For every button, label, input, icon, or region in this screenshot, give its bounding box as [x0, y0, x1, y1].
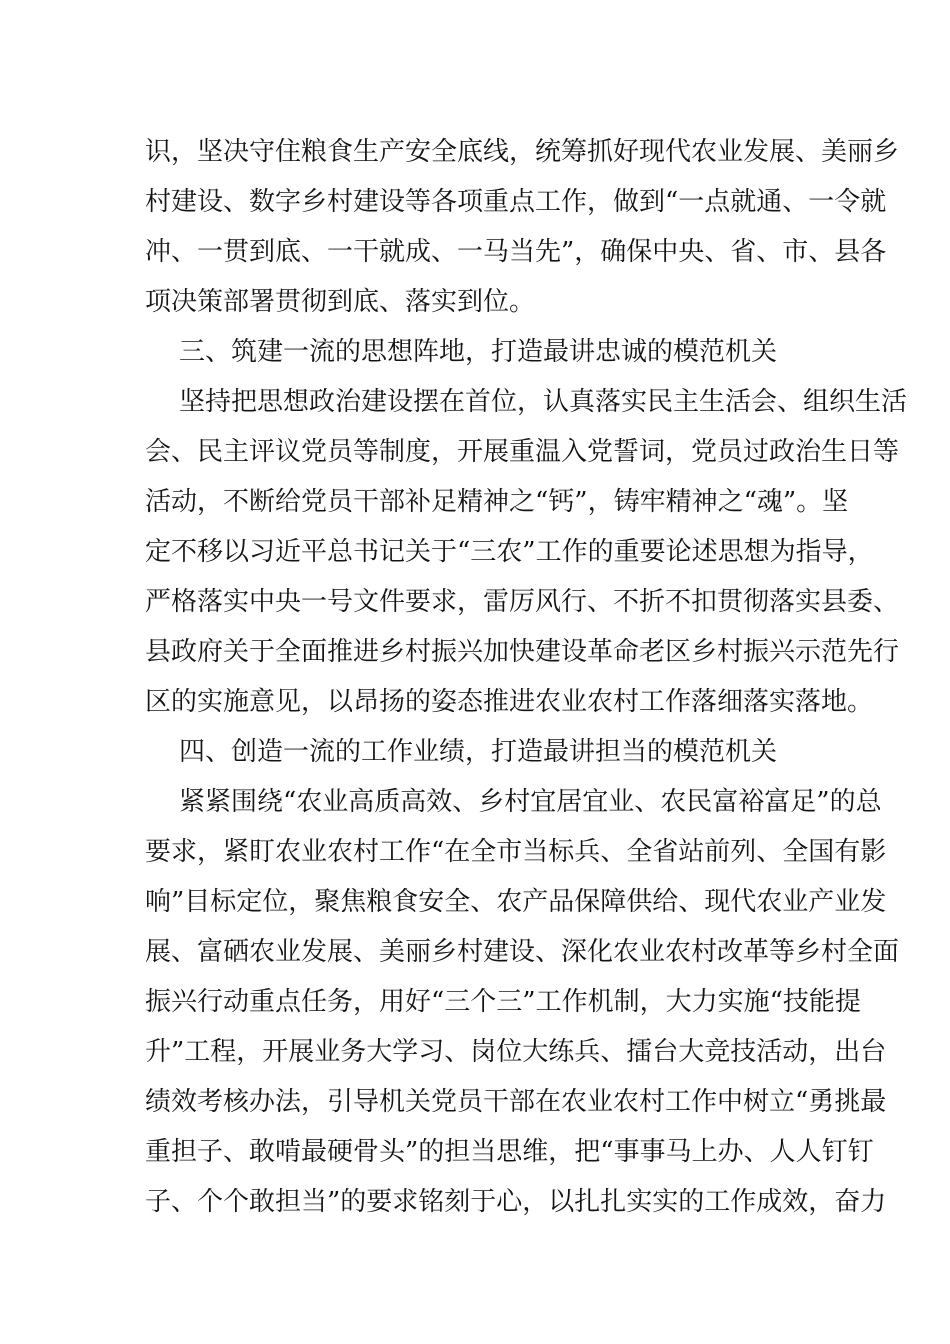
text-line: 振兴行动重点任务，用好“三个三”工作机制，大力实施“技能提 [145, 987, 861, 1017]
text-line: 严格落实中央一号文件要求，雷厉风行、不折不扣贯彻落实县委、 [145, 587, 900, 617]
text-line: 坚持把思想政治建设摆在首位，认真落实民主生活会、组织生活 [179, 387, 908, 417]
section-4-paragraph [145, 777, 900, 1227]
text-line: 定不移以习近平总书记关于“三农”工作的重要论述思想为指导， [145, 537, 874, 567]
text-line: 响”目标定位，聚焦粮食安全、农产品保障供给、现代农业产业发 [145, 887, 887, 917]
text-line: 要求，紧盯农业农村工作“在全市当标兵、全省站前列、全国有影 [145, 837, 887, 867]
text-line: 项决策部署贯彻到底、落实到位。 [145, 287, 536, 317]
section-3-heading: 三、筑建一流的思想阵地，打造最讲忠诚的模范机关 [179, 337, 778, 367]
text-line: 绩效考核办法，引导机关党员干部在农业农村工作中树立“勇挑最 [145, 1087, 887, 1117]
section-4 [145, 727, 900, 1227]
text-line: 重担子、敢啃最硬骨头”的担当思维，把“事事马上办、人人钉钉 [145, 1137, 874, 1167]
section-3 [145, 327, 908, 727]
text-line: 村建设、数字乡村建设等各项重点工作，做到“一点就通、一令就 [145, 187, 887, 217]
section-3-paragraph [145, 377, 908, 727]
text-line: 冲、一贯到底、一干就成、一马当先”，确保中央、省、市、县各 [145, 237, 887, 267]
text-line: 展、富硒农业发展、美丽乡村建设、深化农业农村改革等乡村全面 [145, 937, 900, 967]
text-line: 县政府关于全面推进乡村振兴加快建设革命老区乡村振兴示范先行 [145, 637, 900, 667]
text-line: 子、个个敢担当”的要求铭刻于心，以扎扎实实的工作成效，奋力 [145, 1187, 887, 1217]
text-line: 活动，不断给党员干部补足精神之“钙”，铸牢精神之“魂”。坚 [145, 487, 849, 517]
text-line: 紧紧围绕“农业高质高效、乡村宜居宜业、农民富裕富足”的总 [179, 787, 882, 817]
text-line: 识，坚决守住粮食生产安全底线，统筹抓好现代农业发展、美丽乡 [145, 137, 900, 167]
text-line: 升”工程，开展业务大学习、岗位大练兵、擂台大竞技活动，出台 [145, 1037, 887, 1067]
section-4-heading: 四、创造一流的工作业绩，打造最讲担当的模范机关 [179, 737, 778, 767]
document-body [145, 127, 908, 1227]
text-line: 区的实施意见，以昂扬的姿态推进农业农村工作落细落实落地。 [145, 687, 874, 717]
paragraph-continuation [145, 127, 900, 327]
text-line: 会、民主评议党员等制度，开展重温入党誓词，党员过政治生日等 [145, 437, 900, 467]
